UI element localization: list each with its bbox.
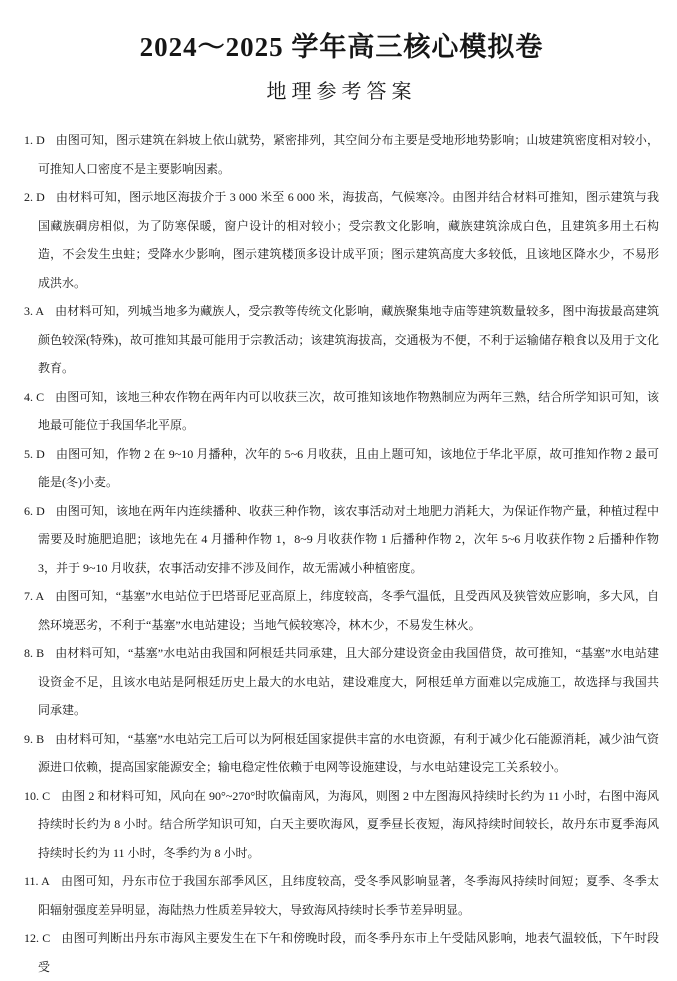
answer-item (24, 639, 659, 725)
answer-label: 3. A (24, 304, 45, 318)
answer-item (24, 782, 659, 868)
answer-label: 11. A (24, 874, 50, 888)
answer-label: 9. B (24, 731, 45, 746)
answer-item (24, 440, 659, 497)
answer-text: 由图 2 和材料可知，风向在 90°~270°时吹偏南风，为海风，则图 2 中左图海风持续时长约为 11 小时，右图中海风持续时长约为 8 小时。结合所学知识可知，白天主要吹海风，夏季昼长夜短，海风持续时间较长，故丹东市夏季海风持续时长约为 11 小时，冬季约为 8 小时。 (38, 788, 659, 860)
answer-text: 由材料可知，“基塞”水电站由我国和阿根廷共同承建，且大部分建设资金由我国借贷，故可推知，“基塞”水电站建设资金不足，且该水电站是阿根廷历史上最大的水电站，建设难度大，阿根廷单方面难以完成施工，故选择与我国共同承建。 (38, 646, 659, 717)
answer-text: 由材料可知，图示地区海拔介于 3 000 米至 6 000 米，海拔高，气候寒冷。由图并结合材料可推知，图示建筑与我国藏族碉房相似，为了防寒保暖，窗户设计的相对较小；受宗教文化影响，藏族建筑涂成白色，且建筑多用土石构造，不会发生虫蛀；受降水少影响，图示建筑楼顶多设计成平顶；图示建筑高度大多较低，且该地区降水少，不易形成洪水。 (38, 190, 659, 290)
answer-text: 由图可判断出丹东市海风主要发生在下午和傍晚时段，而冬季丹东市上午受陆风影响，地表气温较低，下午时段受 (38, 931, 659, 974)
answer-text: 由图可知，图示建筑在斜坡上依山就势，紧密排列，其空间分布主要是受地形地势影响；山坡建筑密度相对较小，可推知人口密度不是主要影响因素。 (38, 133, 659, 176)
answer-label: 5. D (24, 446, 45, 461)
page-title: 2024～2025 学年高三核心模拟卷 (139, 32, 544, 62)
answer-text: 由图可知，丹东市位于我国东部季风区，且纬度较高，受冬季风影响显著，冬季海风持续时间短；夏季、冬季太阳辐射强度差异明显，海陆热力性质差异较大，导致海风持续时长季节差异明显。 (38, 874, 659, 917)
answer-label: 6. D (24, 503, 45, 518)
answer-item (24, 383, 659, 440)
answer-label: 2. D (24, 190, 45, 204)
answer-item (24, 867, 659, 924)
answer-item (24, 183, 659, 297)
answer-label: 10. C (24, 788, 51, 803)
answer-item (24, 725, 659, 782)
answer-item (24, 582, 659, 639)
answer-text: 由图可知，“基塞”水电站位于巴塔哥尼亚高原上，纬度较高，冬季气温低，且受西风及狭管效应影响，多大风，自然环境恶劣，不利于“基塞”水电站建设；当地气候较寒冷，林木少，不易发生林火。 (38, 589, 659, 632)
answer-item (24, 924, 659, 981)
answer-text: 由材料可知，“基塞”水电站完工后可以为阿根廷国家提供丰富的水电资源，有利于减少化石能源消耗，减少油气资源进口依赖，提高国家能源安全；输电稳定性依赖于电网等设施建设，与水电站建设完工关系较小。 (38, 731, 659, 774)
answer-item (24, 297, 659, 383)
answer-label: 8. B (24, 646, 45, 660)
answer-text: 由图可知，作物 2 在 9~10 月播种，次年的 5~6 月收获，且由上题可知，该地位于华北平原，故可推知作物 2 最可能是(冬)小麦。 (38, 446, 659, 489)
answer-text: 由图可知，该地三种农作物在两年内可以收获三次，故可推知该地作物熟制应为两年三熟，结合所学知识可知，该地最可能位于我国华北平原。 (38, 389, 659, 432)
page-subtitle: 地理参考答案 (266, 81, 417, 103)
answer-list (24, 126, 659, 981)
answer-text: 由图可知，该地在两年内连续播种、收获三种作物，该农事活动对土地肥力消耗大，为保证作物产量，种植过程中需要及时施肥追肥；该地先在 4 月播种作物 1，8~9 月收获作物 1 后播种作物 2，次年 5~6 月收获作物 2 后播种作物 3，并于 9~10 月收获，农事活动安排不涉及间作，故无需减小种植密度。 (38, 503, 659, 575)
answer-label: 4. C (24, 389, 45, 404)
answer-label: 7. A (24, 589, 45, 603)
answer-label: 12. C (24, 931, 51, 945)
answer-item (24, 497, 659, 583)
answer-item (24, 126, 659, 183)
answer-text: 由材料可知，列城当地多为藏族人，受宗教等传统文化影响，藏族聚集地寺庙等建筑数量较多，图中海拔最高建筑颜色较深(特殊)，故可推知其最可能用于宗教活动；该建筑海拔高，交通极为不便，不利于运输储存粮食以及用于文化教育。 (38, 304, 659, 375)
answer-label: 1. D (24, 133, 45, 147)
